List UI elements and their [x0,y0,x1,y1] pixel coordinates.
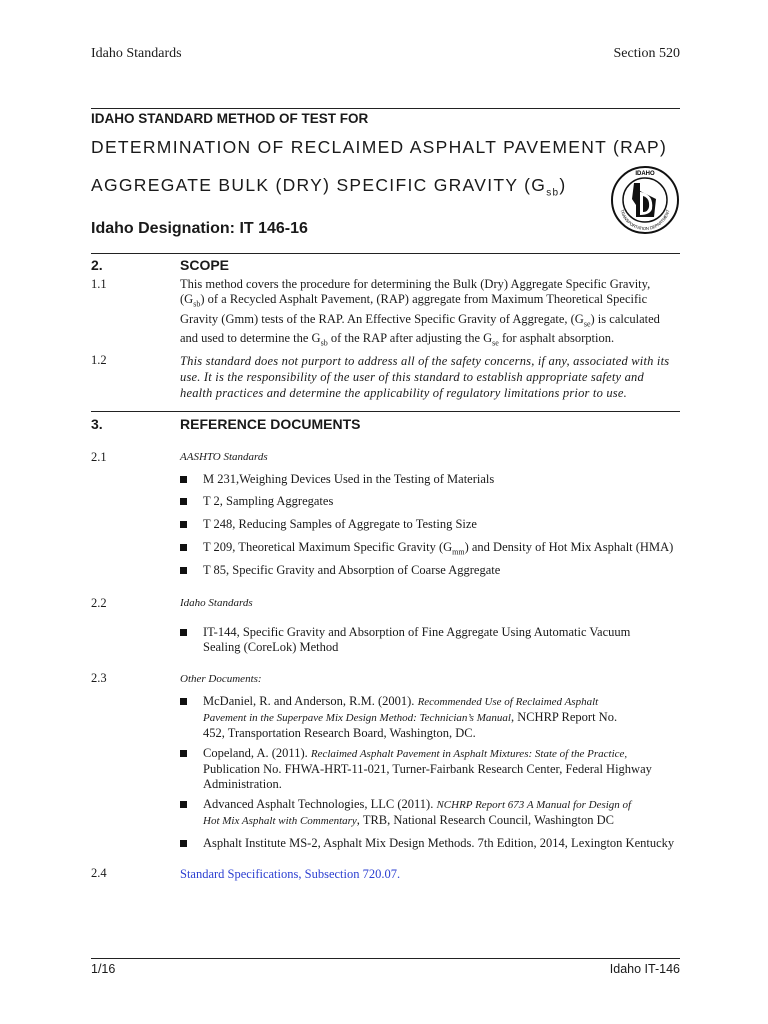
running-header-left: Idaho Standards [91,46,182,61]
section-2-heading: SCOPE [180,257,230,273]
standard-specifications-link[interactable]: Standard Specifications, Subsection 720.07. [180,867,401,881]
title-line-2: AGGREGATE BULK (DRY) SPECIFIC GRAVITY $(G_{sb})$ [91,175,567,199]
aashto-standards-label: AASHTO Standards [180,451,268,463]
para-2-4-number: 2.4 [91,866,107,880]
para-2-3-number: 2.3 [91,671,107,685]
title-line-1: DETERMINATION OF RECLAIMED ASPHALT PAVEMENT (RAP) [91,137,668,157]
title-kicker: IDAHO STANDARD METHOD OF TEST FOR [91,111,369,126]
refs-top-rule [91,411,680,412]
page-number: 1/16 [91,962,116,976]
idaho-transportation-seal-icon [610,165,680,235]
idaho-standards-label: Idaho Standards [180,597,253,609]
footer-rule [91,958,680,959]
section-3-number: 3. [91,416,103,432]
para-2-2-number: 2.2 [91,596,107,610]
para-2-1-number: 2.1 [91,450,107,464]
para-1-2-number: 1.2 [91,353,107,367]
para-1-1-text: This method covers the procedure for determining the Bulk (Dry) Aggregate Specific Gravity, $(G_{sb})$ of a Recycled Asphalt Pavement, (RAP) aggregate from Maximum Theoretical Specific Gravity (Gmm) tests of the RAP. An Effective Specific Gravity of Aggregate, $(G_{se})$ is calculated and used to determine the $G_{sb}$ of the RAP after adjusting the $G_{se}$ for asphalt absorption. [180,277,660,348]
seal-bottom-text: TRANSPORTATION DEPARTMENT [619,209,671,232]
scope-top-rule [91,253,680,254]
para-1-1-number: 1.1 [91,277,107,291]
title-top-rule [91,108,680,109]
seal-top-text: IDAHO [635,171,655,177]
section-3-heading: REFERENCE DOCUMENTS [180,416,361,432]
other-documents-label: Other Documents: [180,673,262,685]
section-2-number: 2. [91,257,103,273]
running-header-right: Section 520 [613,46,680,61]
idaho-designation: Idaho Designation: IT 146-16 [91,220,308,237]
para-1-2-safety-text: This standard does not purport to address all of the safety concerns, if any, associated with its use. It is the responsibility of the user of this standard to establish appropriate safety and health practices and determine the applicability of regulatory limitations prior to use. [180,354,670,400]
footer-designation: Idaho IT-146 [609,962,680,976]
